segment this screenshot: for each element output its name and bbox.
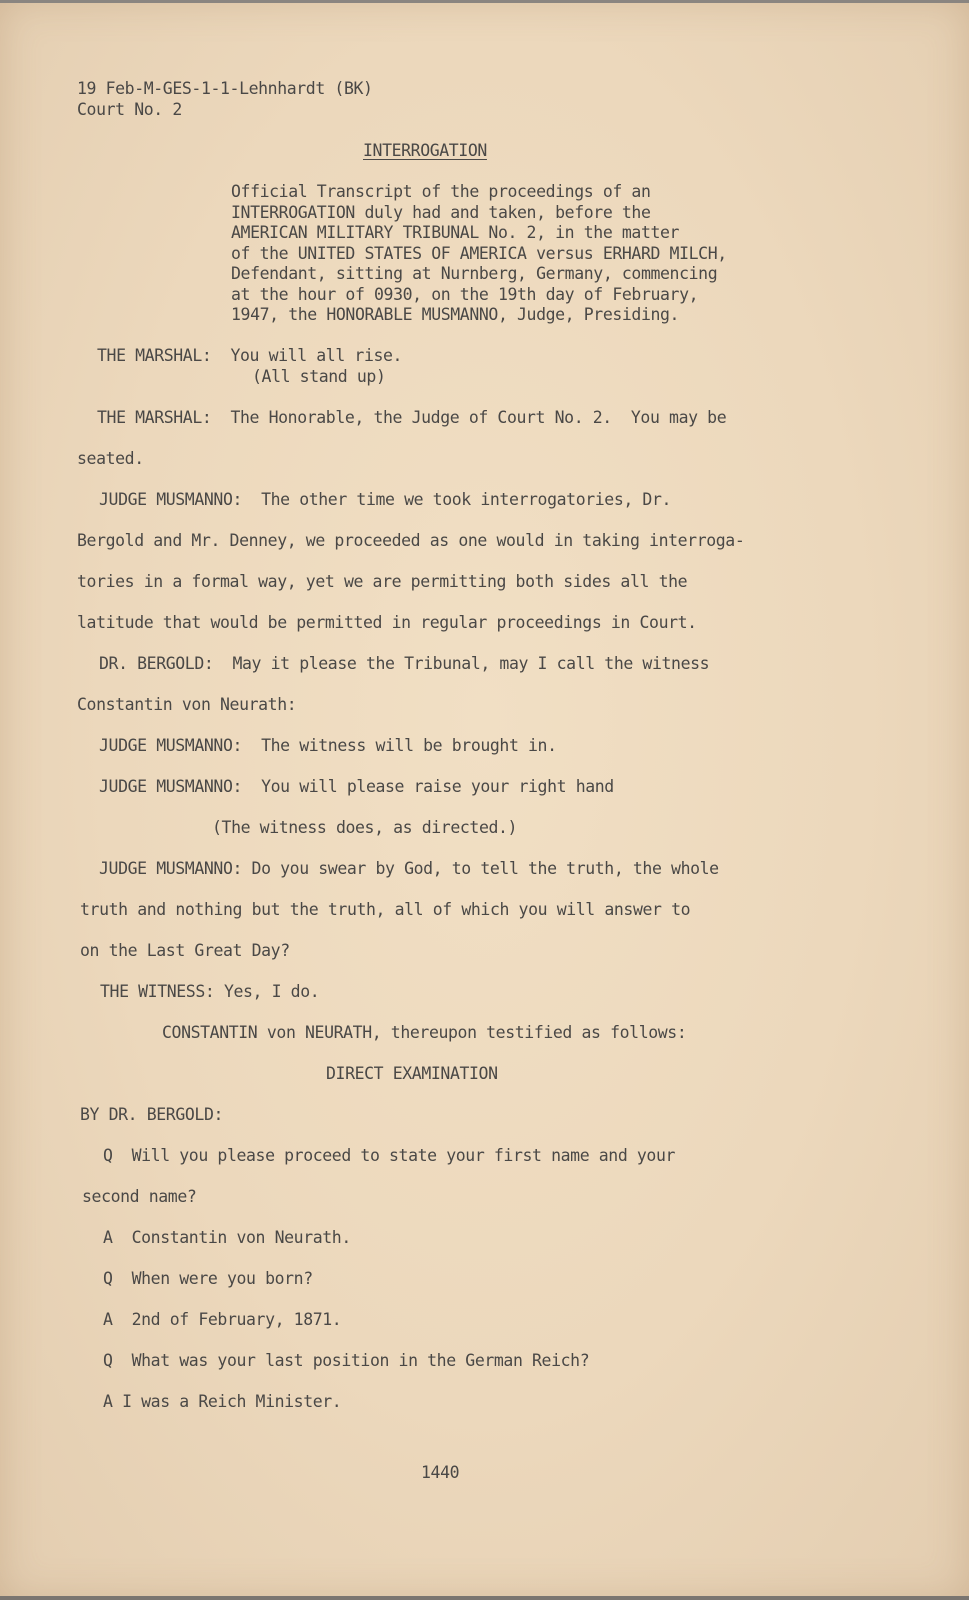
transcript-line: tories in a formal way, yet we are permitting both sides all the <box>77 572 688 591</box>
intro-line-3: AMERICAN MILITARY TRIBUNAL No. 2, in the matter <box>231 223 680 242</box>
transcript-line: JUDGE MUSMANNO: You will please raise your right hand <box>99 777 614 796</box>
transcript-line: truth and nothing but the truth, all of which you will answer to <box>80 900 691 919</box>
top-edge <box>0 0 969 3</box>
transcript-line: Q Will you please proceed to state your first name and your <box>103 1146 676 1165</box>
header-line-2: Court No. 2 <box>77 100 182 119</box>
transcript-line: THE MARSHAL: You will all rise. <box>97 346 403 365</box>
intro-line-6: at the hour of 0930, on the 19th day of February, <box>231 285 699 304</box>
intro-line-2: INTERROGATION duly had and taken, before the <box>231 203 651 222</box>
transcript-line: (The witness does, as directed.) <box>212 818 518 837</box>
transcript-line: A 2nd of February, 1871. <box>103 1310 342 1329</box>
transcript-line: JUDGE MUSMANNO: The witness will be brought in. <box>99 736 557 755</box>
transcript-line: (All stand up) <box>252 367 386 386</box>
page-number: 1440 <box>421 1463 460 1482</box>
transcript-line: second name? <box>82 1187 197 1206</box>
intro-line-1: Official Transcript of the proceedings of an <box>231 182 651 201</box>
transcript-line: BY DR. BERGOLD: <box>80 1105 224 1124</box>
transcript-line: THE MARSHAL: The Honorable, the Judge of Court No. 2. You may be <box>97 408 727 427</box>
document-title: INTERROGATION <box>363 141 487 160</box>
intro-line-4: of the UNITED STATES OF AMERICA versus ERHARD MILCH, <box>231 244 727 263</box>
section-heading: DIRECT EXAMINATION <box>326 1064 498 1083</box>
intro-line-5: Defendant, sitting at Nurnberg, Germany, commencing <box>231 264 718 283</box>
transcript-line: Bergold and Mr. Denney, we proceeded as one would in taking interroga- <box>77 531 745 550</box>
transcript-line: on the Last Great Day? <box>80 941 290 960</box>
transcript-line: JUDGE MUSMANNO: Do you swear by God, to tell the truth, the whole <box>99 859 719 878</box>
transcript-line: THE WITNESS: Yes, I do. <box>100 982 320 1001</box>
intro-line-7: 1947, the HONORABLE MUSMANNO, Judge, Presiding. <box>231 305 680 324</box>
transcript-line: A I was a Reich Minister. <box>103 1392 342 1411</box>
header-line-1: 19 Feb-M-GES-1-1-Lehnhardt (BK) <box>77 79 373 98</box>
transcript-line: latitude that would be permitted in regular proceedings in Court. <box>77 613 697 632</box>
transcript-line: A Constantin von Neurath. <box>103 1228 351 1247</box>
transcript-line: CONSTANTIN von NEURATH, thereupon testified as follows: <box>162 1023 687 1042</box>
transcript-line: DR. BERGOLD: May it please the Tribunal, may I call the witness <box>99 654 710 673</box>
transcript-line: seated. <box>77 449 144 468</box>
transcript-line: Q What was your last position in the German Reich? <box>103 1351 590 1370</box>
transcript-line: JUDGE MUSMANNO: The other time we took interrogatories, Dr. <box>99 490 672 509</box>
bottom-edge <box>0 1596 969 1600</box>
transcript-line: Q When were you born? <box>103 1269 313 1288</box>
transcript-line: Constantin von Neurath: <box>77 695 297 714</box>
